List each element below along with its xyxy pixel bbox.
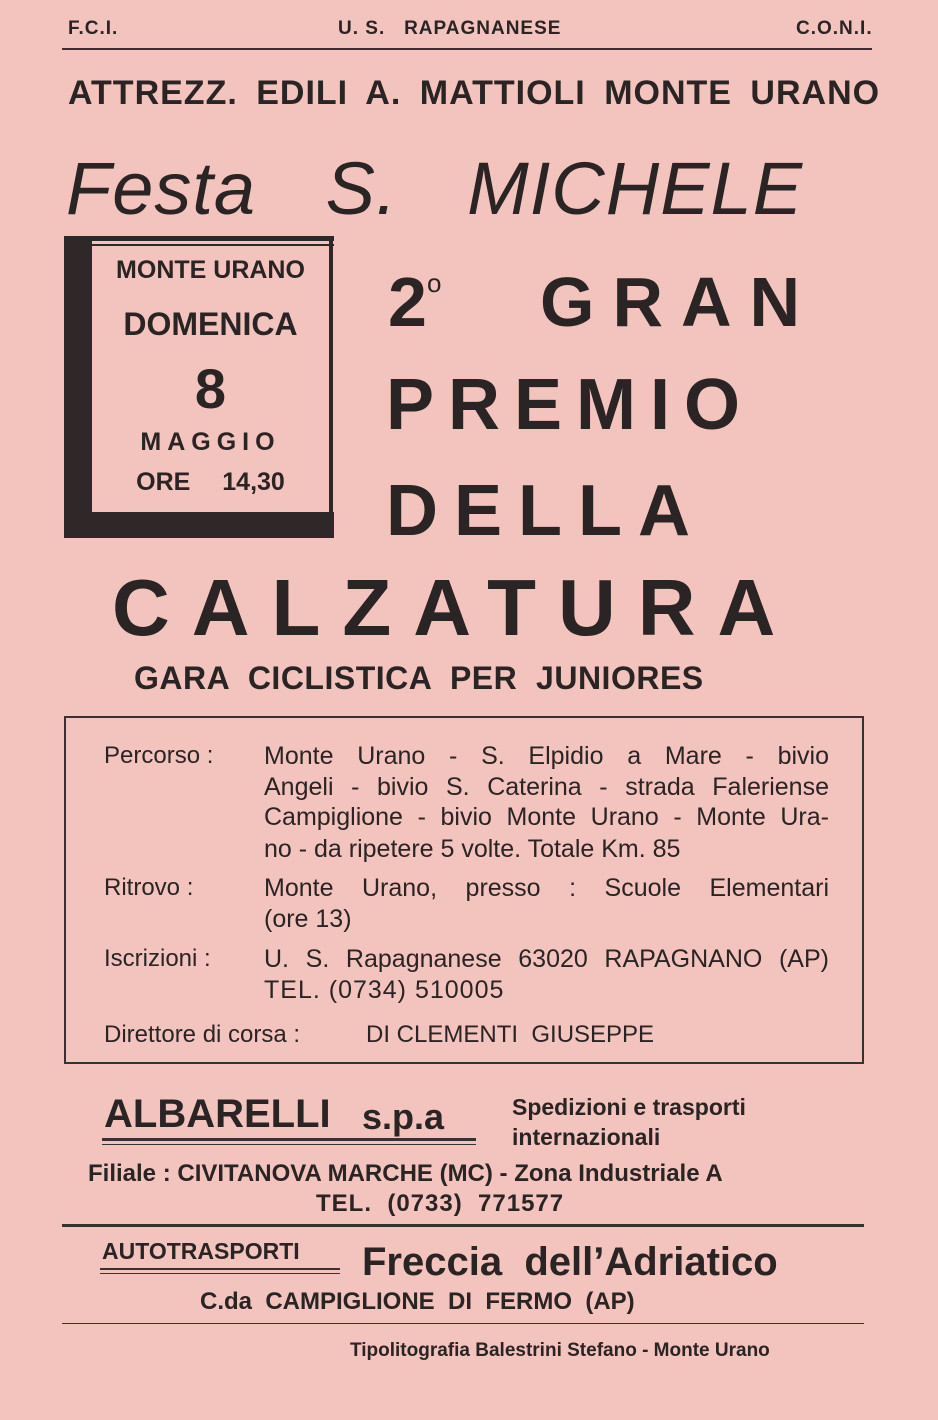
freccia-label-underline-thin	[100, 1273, 340, 1274]
ritrovo-line-1: Monte Urano, presso : Scuole Elementari	[264, 874, 829, 902]
title-calzatura: CALZATURA	[112, 563, 798, 652]
datebox-frame-right	[329, 236, 333, 538]
title-ordinal-row	[388, 262, 441, 342]
datebox-time-label: ORE	[136, 468, 191, 496]
freccia-label: AUTOTRASPORTI	[102, 1238, 300, 1264]
header-divider	[62, 48, 872, 50]
freccia-label-underline	[100, 1268, 340, 1270]
title-ordinal: 2	[388, 263, 427, 341]
datebox-day: DOMENICA	[123, 306, 298, 342]
header-coni: C.O.N.I.	[796, 18, 873, 39]
percorso-label: Percorso :	[104, 742, 214, 769]
title-premio: PREMIO	[386, 365, 755, 445]
albarelli-underline-thin	[102, 1144, 476, 1145]
direttore-label: Direttore di corsa :	[104, 1021, 301, 1048]
albarelli-name: ALBARELLI	[104, 1092, 331, 1136]
percorso-line-3: Campiglione - bivio Monte Urano - Monte Ura-	[264, 803, 829, 831]
datebox-date: 8	[194, 357, 227, 420]
header-fci: F.C.I.	[68, 18, 119, 39]
albarelli-underline	[102, 1138, 476, 1141]
datebox-month: MAGGIO	[140, 428, 281, 456]
percorso-line-1: Monte Urano - S. Elpidio a Mare - bivio	[264, 742, 829, 770]
datebox-frame-left	[64, 236, 92, 538]
title-ordinal-mark: o	[426, 268, 442, 298]
iscrizioni-line-2: TEL. (0734) 510005	[264, 976, 505, 1004]
printer-credit: Tipolitografia Balestrini Stefano - Monte Urano	[350, 1340, 770, 1361]
datebox-time: 14,30	[222, 468, 285, 496]
datebox-frame-top-thin	[64, 244, 334, 246]
percorso-line-2: Angeli - bivio S. Caterina - strada Faleriense	[264, 773, 829, 801]
albarelli-desc-1: Spedizioni e trasporti	[512, 1094, 746, 1120]
ad-divider	[62, 1224, 864, 1227]
title-gran: GRAN	[540, 263, 819, 341]
direttore-value: DI CLEMENTI GIUSEPPE	[366, 1021, 655, 1048]
ritrovo-label: Ritrovo :	[104, 874, 194, 901]
albarelli-desc-2: internazionali	[512, 1124, 661, 1150]
percorso-line-4: no - da ripetere 5 volte. Totale Km. 85	[264, 835, 681, 863]
freccia-address: C.da CAMPIGLIONE DI FERMO (AP)	[200, 1288, 635, 1315]
albarelli-filiale: Filiale : CIVITANOVA MARCHE (MC) - Zona Industriale A	[88, 1160, 723, 1187]
ritrovo-line-2: (ore 13)	[264, 905, 352, 933]
albarelli-suffix: s.p.a	[362, 1096, 445, 1137]
festa-title: Festa S. MICHELE	[66, 147, 804, 230]
datebox-frame-top	[64, 236, 334, 241]
datebox-frame-bottom	[64, 512, 334, 538]
title-della: DELLA	[386, 471, 706, 551]
datebox-place: MONTE URANO	[116, 256, 305, 284]
iscrizioni-line-1: U. S. Rapagnanese 63020 RAPAGNANO (AP)	[264, 945, 829, 973]
header-club: U. S. RAPAGNANESE	[338, 18, 562, 39]
albarelli-tel: TEL. (0733) 771577	[316, 1190, 565, 1217]
sponsor-line: ATTREZZ. EDILI A. MATTIOLI MONTE URANO	[68, 74, 881, 112]
datebox-time-row	[96, 468, 325, 497]
footer-divider	[62, 1323, 864, 1324]
freccia-name: Freccia dell’Adriatico	[362, 1240, 778, 1284]
subtitle: GARA CICLISTICA PER JUNIORES	[134, 660, 704, 696]
iscrizioni-label: Iscrizioni :	[104, 945, 211, 972]
